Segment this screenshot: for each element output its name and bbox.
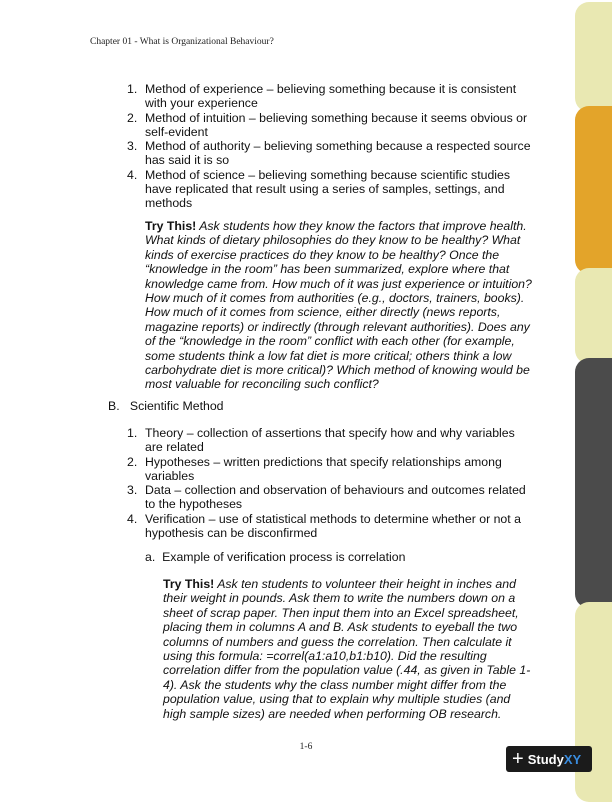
- list-item: 3. Method of authority – believing something because a respected source has said it is so: [127, 139, 531, 168]
- brand-prefix: Study: [527, 751, 564, 767]
- side-tab-3: [575, 268, 612, 364]
- list-item: 2. Method of intuition – believing something because it seems obvious or self-evident: [127, 110, 528, 139]
- studyxy-logo[interactable]: [506, 746, 592, 772]
- try-this-correlation: Try This! Ask ten students to volunteer their height in inches and their weight in pounds. Ask them to write the numbers down on a sheet of scrap paper. Then input them into an Excel spreadsheet, placing them in columns A and B. Ask students to eyeball the two columns of numbers and guess the correlation. Then calculate it using this formula: =correl(a1:a10,b1:b10). Did the resulting correlation differ from the population value (.44, as given in Table 1- 4). Ask the students why the class number might differ from the population value, using that to explain why multiple studies (and high sample sizes) are needed when performing OB research.: [163, 577, 531, 721]
- brand-suffix: XY: [563, 751, 582, 767]
- list-item: 3. Data – collection and observation of behaviours and outcomes related to the hypotheses: [127, 483, 526, 512]
- list-item: 4. Method of science – believing something because scientific studies have replicated that result using a series of samples, settings, and methods: [127, 167, 511, 211]
- section-b-heading: B. Scientific Method: [108, 399, 224, 413]
- side-tab-1: [575, 2, 612, 112]
- side-tab-4: [575, 358, 612, 608]
- list-item: 4. Verification – use of statistical methods to determine whether or not a hypothesis can be disconfirmed: [127, 511, 521, 541]
- try-this-health: Try This! Ask students how they know the factors that improve health. What kinds of dietary philosophies do they know to be healthy? What kinds of exercise practices do they know to be healthy? Once the “knowledge in the room” has been summarized, explore where that knowledge came from. How much of it was just experience or intuition? How much of it comes from authorities (e.g., doctors, trainers, books). How much of it comes from science, either directly (news reports, magazine reports) or indirectly (through relevant authorities). Does any of the “knowledge in the room” conflict with each other (for example, some students think a low fat diet is more critical; others think a low carbohydrate diet is more critical)? Which method of knowing would be most valuable for reconciling such conflict?: [145, 219, 532, 392]
- list-item: 1. Method of experience – believing something because it is consistent with your experience: [127, 82, 517, 111]
- side-tab-5: [575, 602, 612, 802]
- plus-icon: +: [512, 748, 524, 770]
- page-number: 1-6: [299, 742, 313, 752]
- page-header: Chapter 01 - What is Organizational Behaviour?: [90, 37, 274, 47]
- list-item: 1. Theory – collection of assertions that specify how and why variables are related: [127, 426, 515, 455]
- scientific-method-list: [127, 426, 526, 541]
- list-item: 2. Hypotheses – written predictions that specify relationships among variables: [127, 454, 502, 483]
- methods-of-knowing-list: [127, 82, 531, 211]
- side-tab-2: [575, 106, 612, 274]
- sub-item-a: a. Example of verification process is correlation: [145, 550, 406, 564]
